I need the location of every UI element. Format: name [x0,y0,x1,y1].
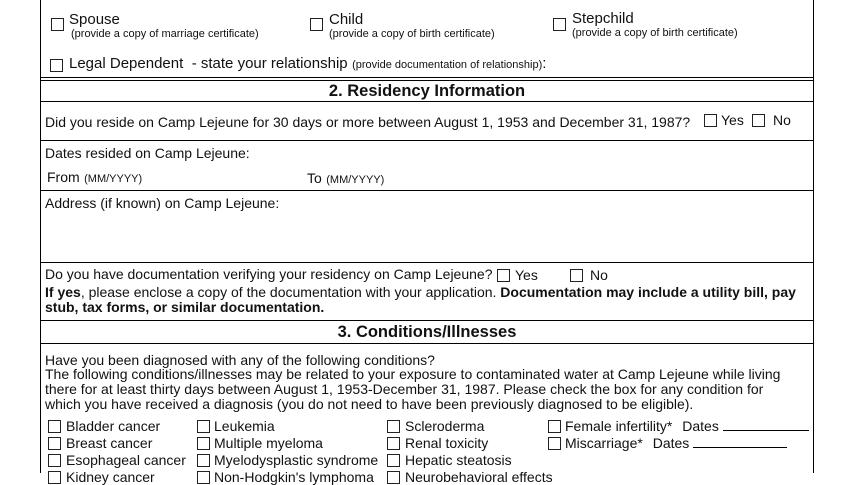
residency-section-header: 2. Residency Information [328,82,526,100]
child-note: (provide a copy of birth certificate) [329,28,495,40]
condition-checkbox[interactable] [387,420,400,433]
documentation-no-checkbox[interactable] [570,269,583,282]
from-label: From [47,169,80,185]
legal-dependent-instruction: - state your relationship [191,55,348,72]
condition-checkbox[interactable] [548,420,561,433]
condition-checkbox[interactable] [48,420,61,433]
condition-label: Female infertility* [565,418,673,434]
condition-label: Myelodysplastic syndrome [214,452,379,468]
condition-checkbox[interactable] [387,454,400,467]
documentation-yes-label: Yes [515,267,538,283]
condition-label: Non-Hodgkin's lymphoma [214,469,374,485]
divider [41,190,813,191]
residency-yes-checkbox[interactable] [704,114,717,127]
condition-row-miscarriage [565,435,787,451]
spouse-checkbox[interactable] [51,18,64,31]
divider [41,343,813,344]
condition-label: Scleroderma [405,418,485,434]
condition-label: Kidney cancer [66,469,155,485]
to-format: (MM/YYYY) [326,174,385,186]
condition-label: Leukemia [214,418,275,434]
stepchild-label: Stepchild [572,10,634,27]
divider [41,140,813,141]
stepchild-checkbox[interactable] [553,18,566,31]
condition-label: Bladder cancer [66,418,161,434]
divider [41,262,813,263]
condition-checkbox[interactable] [197,454,210,467]
residency-no-label: No [773,112,791,128]
condition-label: Hepatic steatosis [405,452,512,468]
from-date-field[interactable] [47,169,142,187]
from-format: (MM/YYYY) [84,173,143,185]
residency-yes-label: Yes [721,112,744,128]
condition-label: Esophageal cancer [66,452,186,468]
legal-dependent-label: Legal Dependent [69,55,184,72]
legal-dependent-colon: : [542,55,547,72]
dates-label: Dates [652,435,690,451]
residency-question: Did you reside on Camp Lejeune for 30 days or more between August 1, 1953 and December 31, 1987? [45,114,691,130]
condition-label: Miscarriage* [565,435,643,451]
condition-checkbox[interactable] [48,437,61,450]
condition-checkbox[interactable] [48,454,61,467]
if-yes-label: If yes [45,284,81,300]
condition-row-female-infertility [565,418,809,434]
condition-checkbox[interactable] [548,437,561,450]
condition-label: Neurobehavioral effects [405,469,553,485]
dates-resided-label: Dates resided on Camp Lejeune: [45,145,250,161]
stepchild-note: (provide a copy of birth certificate) [572,27,738,39]
to-label: To [307,170,322,186]
legal-dependent-checkbox[interactable] [50,59,63,72]
documentation-yes-checkbox[interactable] [497,269,510,282]
if-yes-text: , please enclose a copy of the documentation with your application. [80,284,497,300]
child-label: Child [329,11,364,28]
residency-no-checkbox[interactable] [752,114,765,127]
application-form [40,0,814,485]
spouse-note: (provide a copy of marriage certificate) [71,28,259,40]
condition-checkbox[interactable] [197,420,210,433]
divider [41,77,813,78]
address-label: Address (if known) on Camp Lejeune: [45,195,280,211]
documentation-instructions [45,285,805,315]
conditions-explanation: The following conditions/illnesses may be related to your exposure to contaminated water at Camp Lejeune while living there for at least thirty days between August 1, 1953-December 31, 1987. Please check the box for any condition for which you have received a diagnosis (you do not need to have been previously diagnosed to be eligible). [45,366,781,412]
dates-blank-field[interactable] [723,418,809,431]
condition-label: Multiple myeloma [214,435,323,451]
divider [41,80,813,81]
dates-blank-field[interactable] [693,435,787,448]
legal-dependent-note: (provide documentation of relationship) [352,59,543,71]
conditions-question: Have you been diagnosed with any of the following conditions? [45,352,435,368]
documentation-no-label: No [590,267,608,283]
conditions-section-header: 3. Conditions/Illnesses [337,323,517,341]
dates-label: Dates [682,418,719,434]
condition-checkbox[interactable] [197,437,210,450]
spouse-label: Spouse [69,11,120,28]
legal-dependent-line [69,55,546,73]
divider [41,320,813,321]
condition-label: Breast cancer [66,435,153,451]
condition-checkbox[interactable] [387,437,400,450]
address-input-area[interactable] [45,214,805,258]
documentation-examples: Documentation may include a utility bill, pay stub, tax forms, or similar documentation. [45,284,796,315]
condition-label: Renal toxicity [405,435,489,451]
divider [41,101,813,102]
child-checkbox[interactable] [310,18,323,31]
documentation-question: Do you have documentation verifying your residency on Camp Lejeune? [45,266,493,282]
to-date-field[interactable] [307,170,384,188]
